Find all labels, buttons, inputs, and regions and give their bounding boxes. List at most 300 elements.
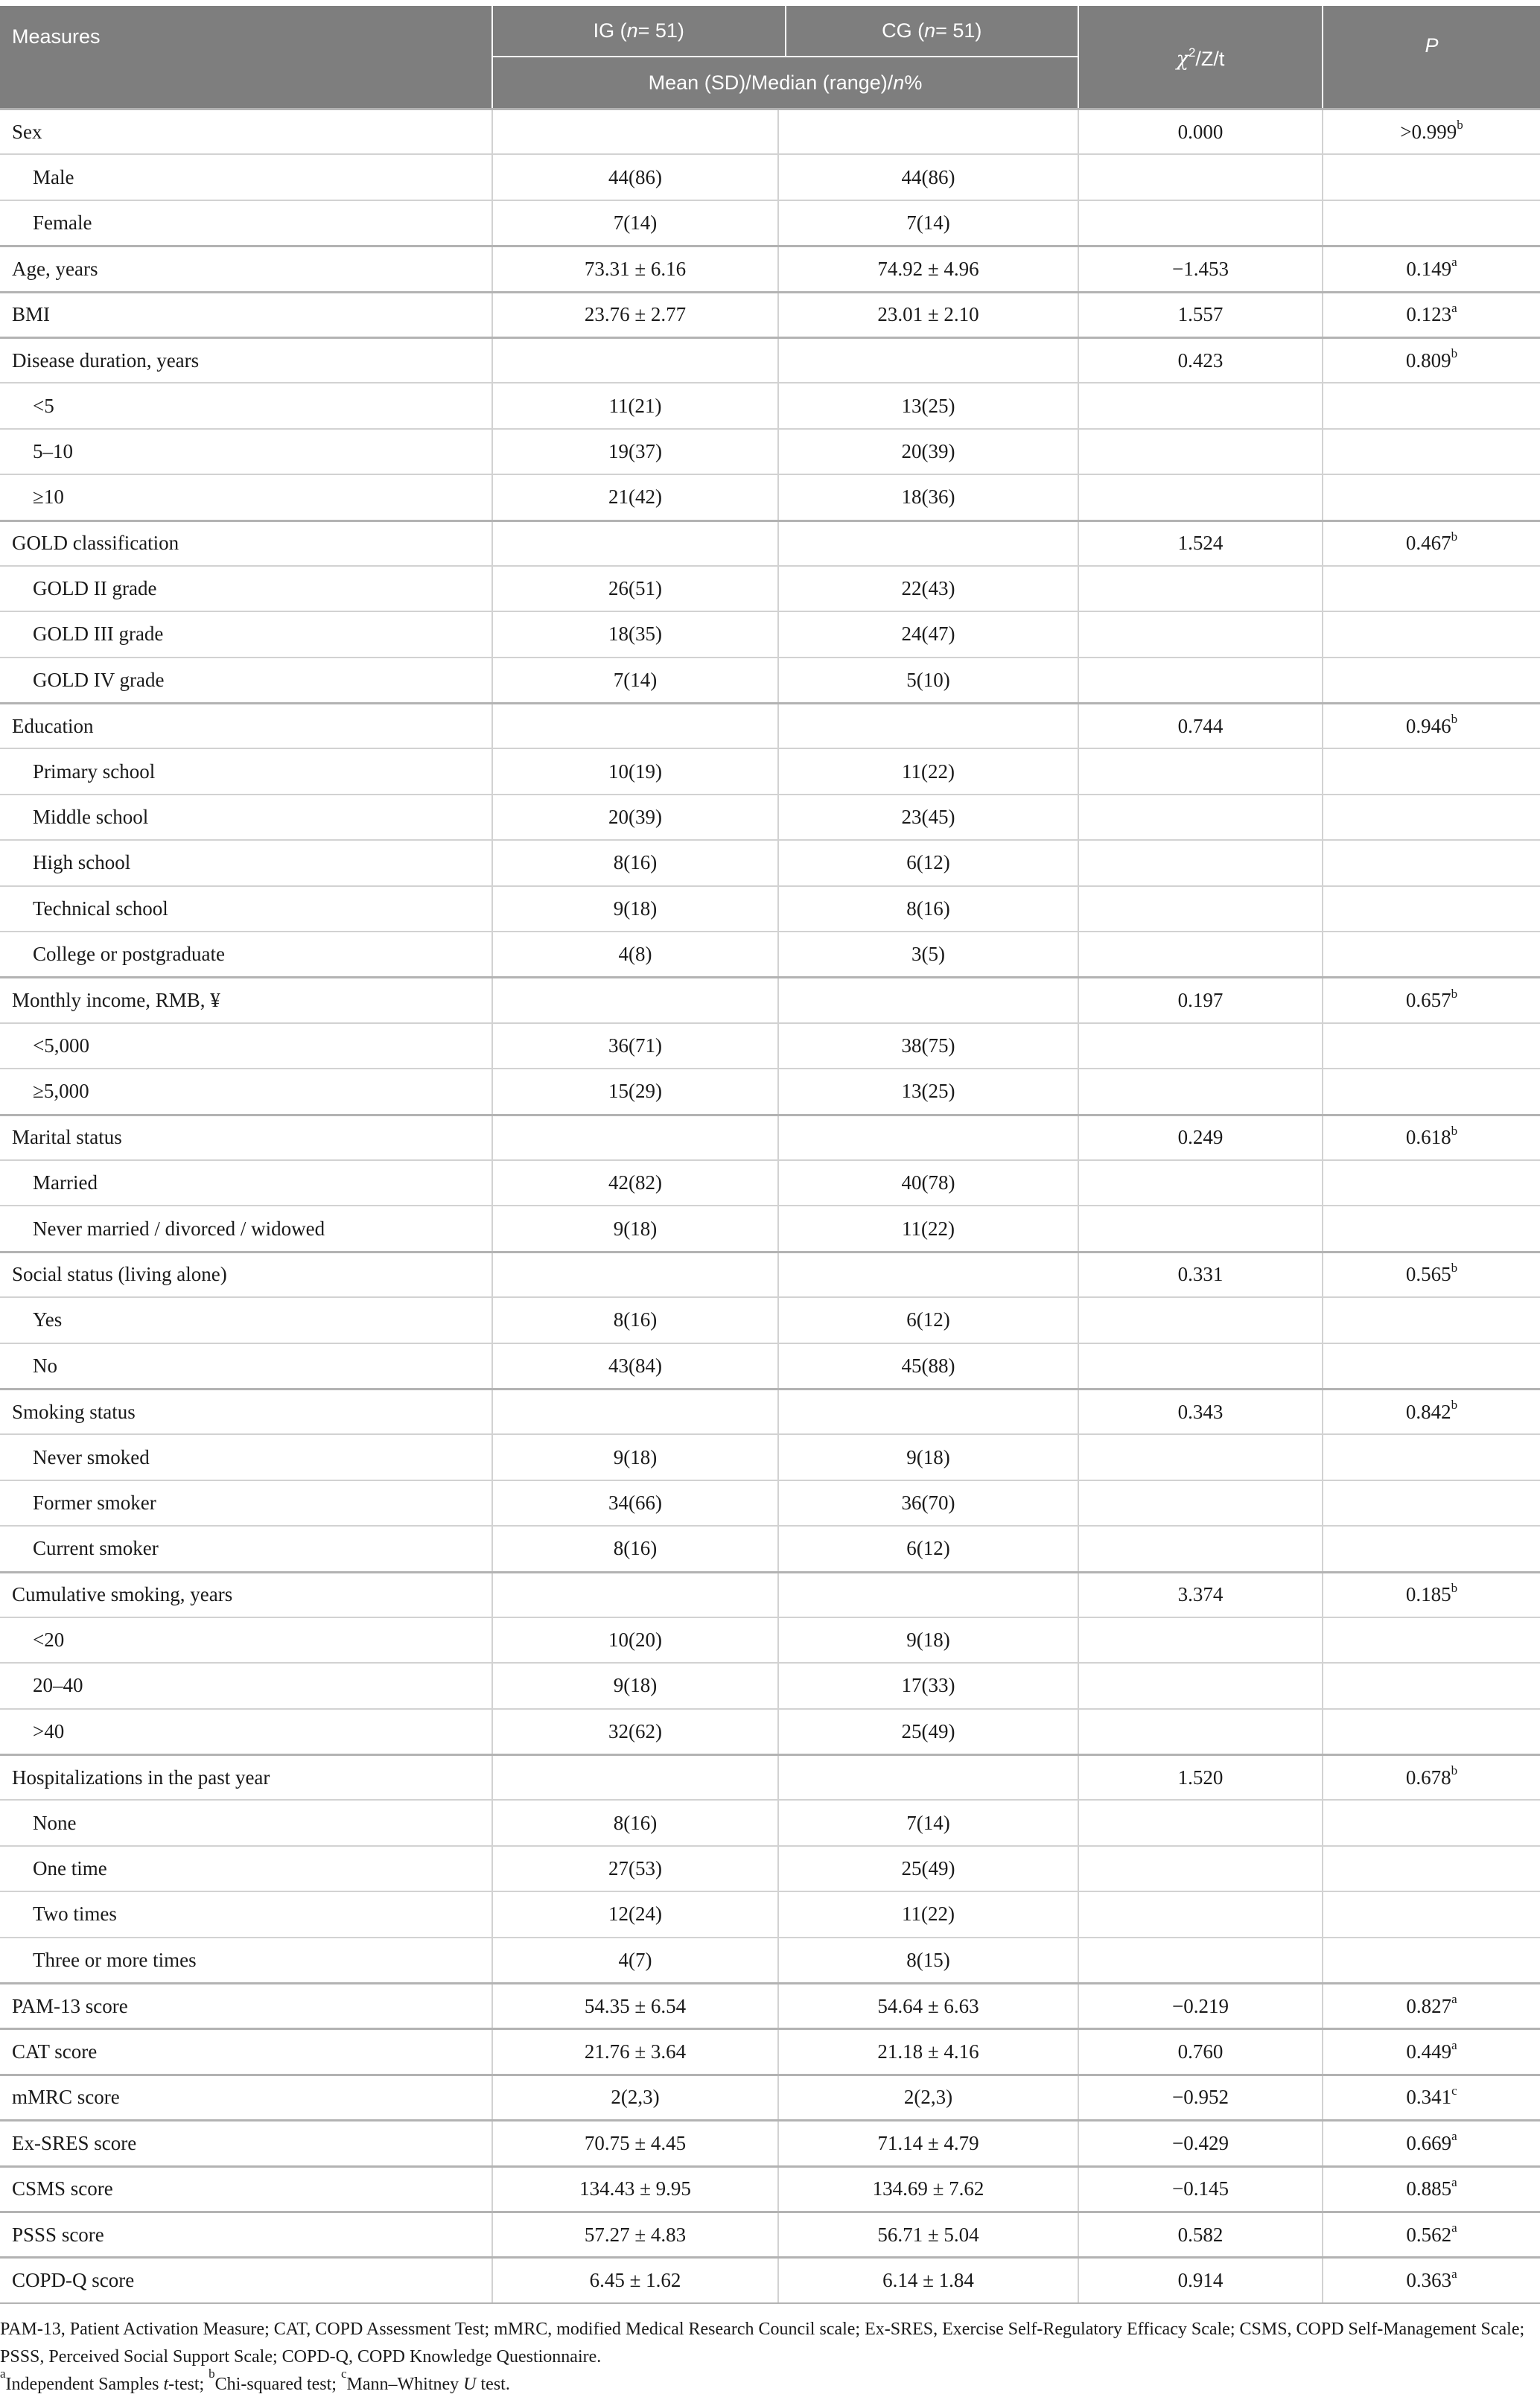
row-label: Current smoker bbox=[33, 1537, 159, 1560]
table-row bbox=[0, 1754, 1540, 1799]
row-p-value: 0.467 $^b$ bbox=[1322, 522, 1540, 565]
row-label: ≥10 bbox=[33, 486, 64, 509]
row-cg-value bbox=[777, 1756, 1078, 1799]
row-cg-value: 71.14 ± 4.79 bbox=[777, 2122, 1078, 2165]
row-statistic-value bbox=[1078, 1892, 1322, 1936]
row-p-value bbox=[1322, 1527, 1540, 1570]
row-cg-value bbox=[777, 1116, 1078, 1159]
row-p-value bbox=[1322, 749, 1540, 793]
row-p-value bbox=[1322, 1024, 1540, 1068]
table-row bbox=[0, 794, 1540, 839]
row-p-value bbox=[1322, 1161, 1540, 1205]
row-label: 20–40 bbox=[33, 1674, 83, 1697]
row-ig-value: 2(2,3) bbox=[491, 2076, 777, 2119]
row-cg-value: 18(36) bbox=[777, 475, 1078, 519]
row-label: GOLD III grade bbox=[33, 623, 164, 646]
row-statistic-value: 3.374 bbox=[1078, 1573, 1322, 1617]
row-statistic-value bbox=[1078, 155, 1322, 199]
row-cg-value: 25(49) bbox=[777, 1710, 1078, 1754]
table-row bbox=[0, 1022, 1540, 1068]
table-row bbox=[0, 2256, 1540, 2302]
header-group-columns bbox=[491, 6, 1078, 108]
row-ig-value: 21(42) bbox=[491, 475, 777, 519]
table-row bbox=[0, 520, 1540, 565]
table-row bbox=[0, 382, 1540, 427]
row-p-value: 0.885 $^a$ bbox=[1322, 2168, 1540, 2211]
table-row bbox=[0, 1296, 1540, 1342]
row-label: BMI bbox=[12, 303, 51, 326]
row-label: Education bbox=[12, 714, 94, 737]
row-ig-value bbox=[491, 522, 777, 565]
row-statistic-value: −0.429 bbox=[1078, 2122, 1322, 2165]
row-label: Yes bbox=[33, 1308, 63, 1331]
row-cg-value bbox=[777, 110, 1078, 153]
row-cg-value: 44(86) bbox=[777, 155, 1078, 199]
row-cg-value bbox=[777, 704, 1078, 748]
row-cg-value: 11(22) bbox=[777, 1206, 1078, 1250]
table-footnotes bbox=[0, 2316, 1540, 2399]
row-ig-value: 36(71) bbox=[491, 1024, 777, 1068]
row-statistic-value: 0.744 bbox=[1078, 704, 1322, 748]
row-ig-value: 43(84) bbox=[491, 1344, 777, 1388]
table-row bbox=[0, 200, 1540, 245]
row-label: Disease duration, years bbox=[12, 348, 200, 372]
row-label: <20 bbox=[33, 1629, 65, 1652]
table-row bbox=[0, 2211, 1540, 2256]
row-cg-value: 134.69 ± 7.62 bbox=[777, 2168, 1078, 2211]
row-p-value bbox=[1322, 475, 1540, 519]
row-cg-value: 38(75) bbox=[777, 1024, 1078, 1068]
table-row bbox=[0, 428, 1540, 474]
row-p-value: 0.341 $^c$ bbox=[1322, 2076, 1540, 2119]
row-p-value bbox=[1322, 612, 1540, 656]
row-label: Female bbox=[33, 211, 92, 234]
row-p-value bbox=[1322, 1481, 1540, 1525]
row-label: None bbox=[33, 1811, 77, 1834]
row-label: Technical school bbox=[33, 897, 168, 920]
header-ig: IG ( n = 51) bbox=[593, 19, 684, 42]
row-cg-value: 5(10) bbox=[777, 658, 1078, 702]
row-cg-value bbox=[777, 339, 1078, 382]
row-ig-value: 21.76 ± 3.64 bbox=[491, 2030, 777, 2073]
row-cg-value bbox=[777, 1573, 1078, 1617]
row-statistic-value: 0.343 bbox=[1078, 1390, 1322, 1433]
row-ig-value bbox=[491, 339, 777, 382]
row-p-value: >0.999 $^b$ bbox=[1322, 110, 1540, 153]
table-row bbox=[0, 2119, 1540, 2165]
row-p-value: 0.618 $^b$ bbox=[1322, 1116, 1540, 1159]
row-cg-value: 21.18 ± 4.16 bbox=[777, 2030, 1078, 2073]
row-cg-value: 8(15) bbox=[777, 1938, 1078, 1982]
row-p-value bbox=[1322, 1435, 1540, 1479]
table-row bbox=[0, 1708, 1540, 1754]
row-cg-value: 6(12) bbox=[777, 1527, 1078, 1570]
row-statistic-value bbox=[1078, 1847, 1322, 1891]
row-cg-value: 6(12) bbox=[777, 841, 1078, 885]
row-label: Social status (living alone) bbox=[12, 1263, 227, 1286]
row-ig-value bbox=[491, 978, 777, 1022]
row-ig-value: 10(20) bbox=[491, 1618, 777, 1662]
table-row bbox=[0, 1343, 1540, 1388]
row-label: Middle school bbox=[33, 806, 149, 829]
row-ig-value: 4(7) bbox=[491, 1938, 777, 1982]
row-ig-value: 9(18) bbox=[491, 1206, 777, 1250]
table-row bbox=[0, 1114, 1540, 1159]
row-cg-value bbox=[777, 1253, 1078, 1296]
footnote-statistical-tests: $^a$Independent Samples t-test; $^b$Chi-squared test; $^c$Mann–Whitney U test. bbox=[0, 2366, 510, 2394]
row-ig-value: 44(86) bbox=[491, 155, 777, 199]
row-cg-value bbox=[777, 978, 1078, 1022]
table-row bbox=[0, 1205, 1540, 1250]
table-row bbox=[0, 1068, 1540, 1113]
table-row bbox=[0, 611, 1540, 656]
row-label: Primary school bbox=[33, 760, 156, 783]
row-cg-value bbox=[777, 522, 1078, 565]
row-p-value: 0.842 $^b$ bbox=[1322, 1390, 1540, 1433]
row-ig-value: 6.45 ± 1.62 bbox=[491, 2259, 777, 2302]
row-label: Never married / divorced / widowed bbox=[33, 1217, 325, 1240]
row-ig-value: 23.76 ± 2.77 bbox=[491, 293, 777, 337]
row-statistic-value: −0.145 bbox=[1078, 2168, 1322, 2211]
row-ig-value: 12(24) bbox=[491, 1892, 777, 1936]
row-label: College or postgraduate bbox=[33, 943, 225, 966]
row-ig-value: 42(82) bbox=[491, 1161, 777, 1205]
row-label: 5–10 bbox=[33, 439, 73, 462]
row-ig-value: 73.31 ± 6.16 bbox=[491, 247, 777, 290]
row-p-value: 0.149 $^a$ bbox=[1322, 247, 1540, 290]
table-row bbox=[0, 291, 1540, 337]
row-label: Age, years bbox=[12, 257, 98, 280]
table-row bbox=[0, 702, 1540, 748]
row-p-value: 0.946 $^b$ bbox=[1322, 704, 1540, 748]
row-statistic-value: 0.331 bbox=[1078, 1253, 1322, 1296]
table-row bbox=[0, 1159, 1540, 1205]
row-statistic-value bbox=[1078, 201, 1322, 245]
row-statistic-value bbox=[1078, 612, 1322, 656]
row-p-value bbox=[1322, 795, 1540, 839]
row-ig-value: 15(29) bbox=[491, 1069, 777, 1113]
row-p-value: 0.363 $^a$ bbox=[1322, 2259, 1540, 2302]
row-ig-value: 32(62) bbox=[491, 1710, 777, 1754]
row-ig-value: 9(18) bbox=[491, 1435, 777, 1479]
header-measures-label: Measures bbox=[12, 25, 101, 48]
row-statistic-value bbox=[1078, 1024, 1322, 1068]
table-row bbox=[0, 108, 1540, 153]
row-cg-value bbox=[777, 1390, 1078, 1433]
table-row bbox=[0, 2074, 1540, 2119]
row-cg-value: 20(39) bbox=[777, 430, 1078, 474]
header-statistic: $\chi^2/Z/t$ bbox=[1078, 6, 1322, 108]
row-label: COPD-Q score bbox=[12, 2269, 135, 2292]
row-p-value: 0.678 $^b$ bbox=[1322, 1756, 1540, 1799]
row-ig-value bbox=[491, 1390, 777, 1433]
row-cg-value: 40(78) bbox=[777, 1161, 1078, 1205]
row-p-value bbox=[1322, 1664, 1540, 1707]
row-statistic-value: 1.557 bbox=[1078, 293, 1322, 337]
row-label: Male bbox=[33, 165, 74, 188]
row-ig-value: 9(18) bbox=[491, 1664, 777, 1707]
table-body bbox=[0, 108, 1540, 2304]
table-row bbox=[0, 976, 1540, 1022]
table-row bbox=[0, 1662, 1540, 1707]
row-p-value: 0.565 $^b$ bbox=[1322, 1253, 1540, 1296]
table-row bbox=[0, 1982, 1540, 2028]
row-cg-value: 9(18) bbox=[777, 1618, 1078, 1662]
row-statistic-value bbox=[1078, 1801, 1322, 1844]
row-p-value bbox=[1322, 1847, 1540, 1891]
row-statistic-value: 0.249 bbox=[1078, 1116, 1322, 1159]
row-label: GOLD classification bbox=[12, 532, 179, 555]
row-label: PSSS score bbox=[12, 2223, 104, 2246]
row-cg-value: 7(14) bbox=[777, 1801, 1078, 1844]
row-label: GOLD IV grade bbox=[33, 668, 165, 691]
row-label: <5 bbox=[33, 394, 54, 417]
row-cg-value: 9(18) bbox=[777, 1435, 1078, 1479]
row-p-value bbox=[1322, 430, 1540, 474]
row-ig-value: 27(53) bbox=[491, 1847, 777, 1891]
table-row bbox=[0, 245, 1540, 290]
row-p-value: 0.657 $^b$ bbox=[1322, 978, 1540, 1022]
table-row bbox=[0, 153, 1540, 199]
row-ig-value: 7(14) bbox=[491, 658, 777, 702]
row-p-value bbox=[1322, 841, 1540, 885]
row-label: mMRC score bbox=[12, 2086, 120, 2109]
table-row bbox=[0, 1845, 1540, 1891]
row-cg-value: 3(5) bbox=[777, 932, 1078, 976]
row-label: No bbox=[33, 1354, 57, 1377]
row-ig-value: 8(16) bbox=[491, 1801, 777, 1844]
table-row bbox=[0, 2028, 1540, 2073]
row-statistic-value bbox=[1078, 749, 1322, 793]
row-p-value bbox=[1322, 1344, 1540, 1388]
row-cg-value: 7(14) bbox=[777, 201, 1078, 245]
row-label: <5,000 bbox=[33, 1034, 89, 1057]
row-label: Sex bbox=[12, 120, 42, 143]
row-label: Three or more times bbox=[33, 1948, 197, 1971]
row-label: Married bbox=[33, 1171, 98, 1194]
row-label: Hospitalizations in the past year bbox=[12, 1766, 270, 1789]
row-label: Monthly income, RMB, ¥ bbox=[12, 989, 220, 1012]
row-p-value bbox=[1322, 1298, 1540, 1342]
row-cg-value: 2(2,3) bbox=[777, 2076, 1078, 2119]
table-row bbox=[0, 337, 1540, 382]
row-statistic-value bbox=[1078, 1435, 1322, 1479]
row-label: Former smoker bbox=[33, 1491, 156, 1514]
row-label: CSMS score bbox=[12, 2177, 113, 2200]
table-header bbox=[0, 6, 1540, 108]
table-row bbox=[0, 1891, 1540, 1936]
row-statistic-value bbox=[1078, 932, 1322, 976]
table-row bbox=[0, 1937, 1540, 1982]
row-ig-value: 70.75 ± 4.45 bbox=[491, 2122, 777, 2165]
row-cg-value: 8(16) bbox=[777, 887, 1078, 931]
row-label: Smoking status bbox=[12, 1400, 136, 1423]
row-statistic-value bbox=[1078, 1344, 1322, 1388]
row-label: Ex-SRES score bbox=[12, 2131, 137, 2154]
row-p-value bbox=[1322, 1206, 1540, 1250]
row-ig-value: 7(14) bbox=[491, 201, 777, 245]
row-statistic-value: 0.760 bbox=[1078, 2030, 1322, 2073]
row-cg-value: 6(12) bbox=[777, 1298, 1078, 1342]
row-p-value: 0.449 $^a$ bbox=[1322, 2030, 1540, 2073]
row-cg-value: 6.14 ± 1.84 bbox=[777, 2259, 1078, 2302]
row-ig-value bbox=[491, 1253, 777, 1296]
row-ig-value: 4(8) bbox=[491, 932, 777, 976]
row-statistic-value: 0.197 bbox=[1078, 978, 1322, 1022]
row-statistic-value bbox=[1078, 1481, 1322, 1525]
row-cg-value: 11(22) bbox=[777, 1892, 1078, 1936]
row-statistic-value bbox=[1078, 567, 1322, 611]
header-p-value: P bbox=[1322, 6, 1540, 108]
row-p-value bbox=[1322, 567, 1540, 611]
row-statistic-value bbox=[1078, 1161, 1322, 1205]
row-p-value: 0.809 $^b$ bbox=[1322, 339, 1540, 382]
row-ig-value bbox=[491, 1116, 777, 1159]
table-row bbox=[0, 748, 1540, 793]
row-label: PAM-13 score bbox=[12, 1994, 128, 2017]
row-p-value: 0.562 $^a$ bbox=[1322, 2213, 1540, 2256]
row-statistic-value bbox=[1078, 658, 1322, 702]
row-statistic-value bbox=[1078, 475, 1322, 519]
header-measures bbox=[0, 6, 491, 108]
row-ig-value: 8(16) bbox=[491, 1527, 777, 1570]
table-row bbox=[0, 1251, 1540, 1296]
table-row bbox=[0, 1480, 1540, 1525]
row-cg-value: 74.92 ± 4.96 bbox=[777, 247, 1078, 290]
row-ig-value bbox=[491, 110, 777, 153]
row-p-value: 0.185 $^b$ bbox=[1322, 1573, 1540, 1617]
table-row bbox=[0, 1433, 1540, 1479]
row-statistic-value bbox=[1078, 1206, 1322, 1250]
row-statistic-value bbox=[1078, 1664, 1322, 1707]
row-ig-value: 8(16) bbox=[491, 841, 777, 885]
header-subheader: Mean (SD)/Median (range)/ n % bbox=[648, 71, 923, 94]
row-ig-value: 8(16) bbox=[491, 1298, 777, 1342]
footnote-abbreviations: PAM-13, Patient Activation Measure; CAT, COPD Assessment Test; mMRC, modified Medical Research Council scale; Ex-SRES, Exercise Self-Regulatory Efficacy Scale; CSMS, COPD Self-Management Scale; PSSS, Perceived Social Support Scale; COPD-Q, COPD Knowledge Questionnaire. bbox=[0, 2319, 1525, 2366]
row-p-value bbox=[1322, 383, 1540, 427]
row-ig-value: 57.27 ± 4.83 bbox=[491, 2213, 777, 2256]
row-ig-value: 19(37) bbox=[491, 430, 777, 474]
row-p-value bbox=[1322, 1618, 1540, 1662]
row-label: CAT score bbox=[12, 2040, 98, 2063]
row-statistic-value bbox=[1078, 1527, 1322, 1570]
row-label: Cumulative smoking, years bbox=[12, 1583, 233, 1606]
row-cg-value: 45(88) bbox=[777, 1344, 1078, 1388]
row-label: High school bbox=[33, 851, 131, 874]
row-p-value bbox=[1322, 1892, 1540, 1936]
row-label: Two times bbox=[33, 1903, 117, 1926]
table-row bbox=[0, 1571, 1540, 1617]
row-statistic-value: −0.219 bbox=[1078, 1984, 1322, 2028]
row-cg-value: 13(25) bbox=[777, 1069, 1078, 1113]
table-row bbox=[0, 931, 1540, 976]
row-statistic-value bbox=[1078, 795, 1322, 839]
row-p-value bbox=[1322, 658, 1540, 702]
table-row bbox=[0, 885, 1540, 931]
row-statistic-value bbox=[1078, 1938, 1322, 1982]
row-ig-value: 9(18) bbox=[491, 887, 777, 931]
row-p-value bbox=[1322, 155, 1540, 199]
row-p-value bbox=[1322, 201, 1540, 245]
row-ig-value: 34(66) bbox=[491, 1481, 777, 1525]
row-statistic-value: 1.524 bbox=[1078, 522, 1322, 565]
row-p-value bbox=[1322, 1938, 1540, 1982]
row-label: >40 bbox=[33, 1719, 65, 1742]
row-p-value bbox=[1322, 1710, 1540, 1754]
row-statistic-value bbox=[1078, 1618, 1322, 1662]
row-statistic-value: −0.952 bbox=[1078, 2076, 1322, 2119]
row-statistic-value bbox=[1078, 430, 1322, 474]
row-statistic-value: 0.914 bbox=[1078, 2259, 1322, 2302]
row-p-value: 0.669 $^a$ bbox=[1322, 2122, 1540, 2165]
header-group-top-row bbox=[493, 6, 1078, 57]
table-row bbox=[0, 839, 1540, 885]
row-label: GOLD II grade bbox=[33, 577, 157, 600]
row-statistic-value: 0.582 bbox=[1078, 2213, 1322, 2256]
row-cg-value: 23(45) bbox=[777, 795, 1078, 839]
row-p-value bbox=[1322, 932, 1540, 976]
row-cg-value: 54.64 ± 6.63 bbox=[777, 1984, 1078, 2028]
row-cg-value: 13(25) bbox=[777, 383, 1078, 427]
row-statistic-value bbox=[1078, 383, 1322, 427]
row-ig-value: 54.35 ± 6.54 bbox=[491, 1984, 777, 2028]
row-label: Marital status bbox=[12, 1126, 122, 1149]
table-row bbox=[0, 657, 1540, 702]
row-statistic-value bbox=[1078, 887, 1322, 931]
table-row bbox=[0, 1799, 1540, 1844]
table-row bbox=[0, 1617, 1540, 1662]
row-cg-value: 17(33) bbox=[777, 1664, 1078, 1707]
row-statistic-value: 1.520 bbox=[1078, 1756, 1322, 1799]
table-row bbox=[0, 1525, 1540, 1570]
row-cg-value: 36(70) bbox=[777, 1481, 1078, 1525]
row-statistic-value: 0.423 bbox=[1078, 339, 1322, 382]
row-statistic-value bbox=[1078, 1069, 1322, 1113]
row-ig-value bbox=[491, 1573, 777, 1617]
row-cg-value: 11(22) bbox=[777, 749, 1078, 793]
row-label: ≥5,000 bbox=[33, 1080, 89, 1103]
row-ig-value bbox=[491, 1756, 777, 1799]
row-ig-value: 20(39) bbox=[491, 795, 777, 839]
row-ig-value: 10(19) bbox=[491, 749, 777, 793]
row-statistic-value: −1.453 bbox=[1078, 247, 1322, 290]
table-row bbox=[0, 2165, 1540, 2211]
row-statistic-value bbox=[1078, 1298, 1322, 1342]
row-p-value bbox=[1322, 1069, 1540, 1113]
row-statistic-value bbox=[1078, 1710, 1322, 1754]
table-row bbox=[0, 565, 1540, 611]
row-cg-value: 25(49) bbox=[777, 1847, 1078, 1891]
row-p-value: 0.123 $^a$ bbox=[1322, 293, 1540, 337]
row-label: One time bbox=[33, 1857, 107, 1880]
header-cg: CG ( n = 51) bbox=[785, 6, 1078, 56]
row-ig-value bbox=[491, 704, 777, 748]
row-ig-value: 134.43 ± 9.95 bbox=[491, 2168, 777, 2211]
row-p-value bbox=[1322, 887, 1540, 931]
row-p-value bbox=[1322, 1801, 1540, 1844]
row-statistic-value: 0.000 bbox=[1078, 110, 1322, 153]
row-cg-value: 23.01 ± 2.10 bbox=[777, 293, 1078, 337]
row-p-value: 0.827 $^a$ bbox=[1322, 1984, 1540, 2028]
table-row bbox=[0, 474, 1540, 519]
table-row bbox=[0, 1388, 1540, 1433]
row-cg-value: 22(43) bbox=[777, 567, 1078, 611]
row-ig-value: 11(21) bbox=[491, 383, 777, 427]
row-ig-value: 26(51) bbox=[491, 567, 777, 611]
row-label: Never smoked bbox=[33, 1445, 150, 1468]
row-ig-value: 18(35) bbox=[491, 612, 777, 656]
row-statistic-value bbox=[1078, 841, 1322, 885]
